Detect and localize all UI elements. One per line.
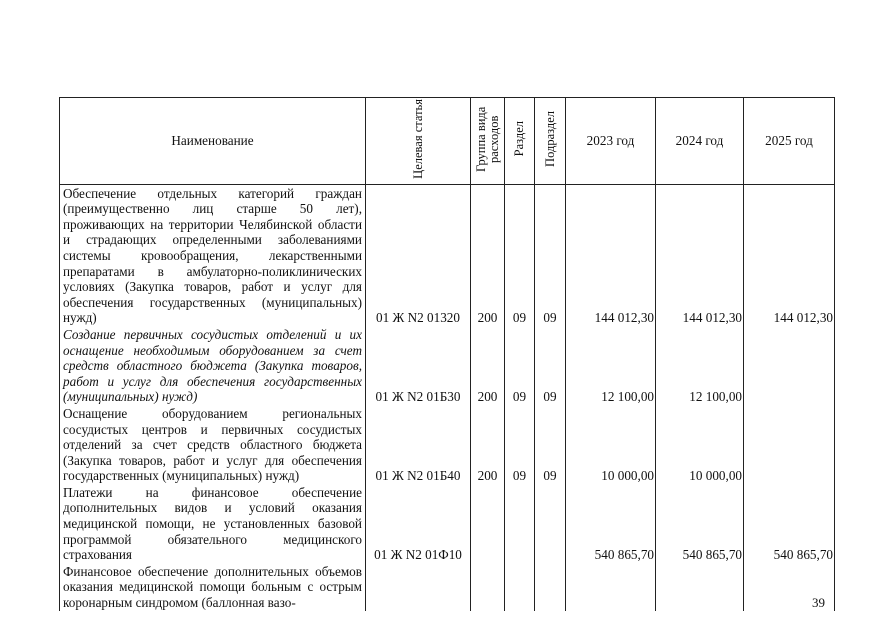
row-name: Платежи на финансовое обеспечение дополнительных видов и условий оказания медицинской помощи, не установленных базовой программой обязательного медицинского страхования [60, 484, 366, 563]
header-subsection: Подраздел [535, 98, 566, 185]
row-2023: 144 012,30 [566, 184, 656, 326]
row-2024 [656, 563, 744, 611]
row-2024: 12 100,00 [656, 326, 744, 405]
row-section [505, 484, 535, 563]
row-section [505, 563, 535, 611]
row-section: 09 [505, 184, 535, 326]
row-2024: 10 000,00 [656, 405, 744, 484]
page-number: 39 [812, 595, 825, 610]
row-2025 [744, 326, 835, 405]
row-group [471, 484, 505, 563]
row-section: 09 [505, 405, 535, 484]
row-2023: 540 865,70 [566, 484, 656, 563]
row-subsection: 09 [535, 184, 566, 326]
row-subsection: 09 [535, 326, 566, 405]
row-article: 01 Ж N2 01Б30 [366, 326, 471, 405]
row-name: Оснащение оборудованием региональных сосудистых центров и первичных сосудистых отделений за счет средств областного бюджета (Закупка товаров, работ и услуг для обеспечения государственных (муниципальных) нужд) [60, 405, 366, 484]
row-2025: 540 865,70 [744, 484, 835, 563]
header-article: Целевая статья [366, 98, 471, 185]
table-row [60, 484, 835, 563]
header-2024: 2024 год [656, 98, 744, 185]
header-name: Наименование [60, 98, 366, 185]
row-article: 01 Ж N2 01Ф10 [366, 484, 471, 563]
row-2025 [744, 405, 835, 484]
header-expense-group: Группа вида расходов [471, 98, 505, 185]
row-2023: 10 000,00 [566, 405, 656, 484]
row-group: 200 [471, 184, 505, 326]
row-subsection: 09 [535, 405, 566, 484]
table-row [60, 326, 835, 405]
row-article [366, 563, 471, 611]
table-header-row [60, 98, 835, 185]
row-2024: 144 012,30 [656, 184, 744, 326]
row-2023 [566, 563, 656, 611]
row-subsection [535, 484, 566, 563]
row-name: Финансовое обеспечение дополнительных объемов оказания медицинской помощи больным с острым коронарным синдромом (баллонная вазо- [60, 563, 366, 611]
budget-table [59, 97, 835, 611]
header-2023: 2023 год [566, 98, 656, 185]
table-row [60, 184, 835, 326]
row-2025: 144 012,30 [744, 184, 835, 326]
header-section: Раздел [505, 98, 535, 185]
row-2024: 540 865,70 [656, 484, 744, 563]
row-group: 200 [471, 405, 505, 484]
row-name: Обеспечение отдельных категорий граждан (преимущественно лиц старше 50 лет), проживающих на территории Челябинской области и страдающих определенными заболеваниями системы кровообращения, лекарственными препаратами в амбулаторно-поликлинических условиях (Закупка товаров, работ и услуг для обеспечения государственных (муниципальных) нужд) [60, 184, 366, 326]
row-group: 200 [471, 326, 505, 405]
header-2025: 2025 год [744, 98, 835, 185]
row-subsection [535, 563, 566, 611]
row-article: 01 Ж N2 01Б40 [366, 405, 471, 484]
row-name: Создание первичных сосудистых отделений и их оснащение необходимым оборудованием за счет средств областного бюджета (Закупка товаров, работ и услуг для обеспечения государственных (муниципальных) нужд) [60, 326, 366, 405]
row-section: 09 [505, 326, 535, 405]
row-group [471, 563, 505, 611]
table-row [60, 405, 835, 484]
table-row [60, 563, 835, 611]
row-2023: 12 100,00 [566, 326, 656, 405]
row-article: 01 Ж N2 01320 [366, 184, 471, 326]
